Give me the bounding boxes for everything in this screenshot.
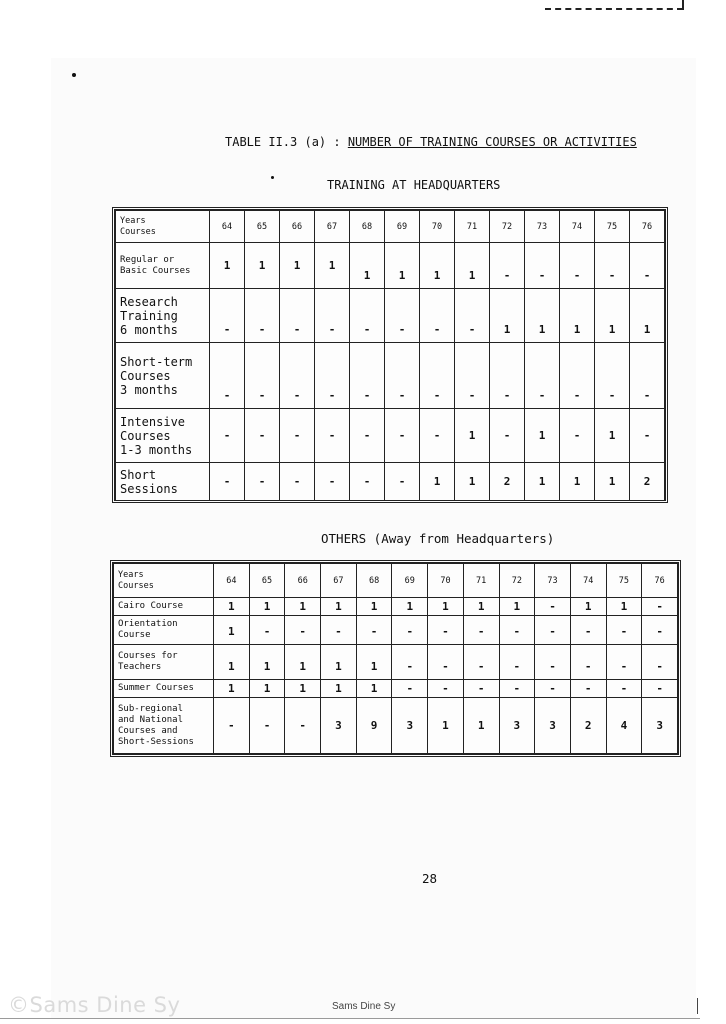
header-years-label: Years (118, 569, 144, 580)
row-label-line: Short (120, 467, 157, 482)
value-cell: 1 (490, 289, 525, 343)
row-label (114, 615, 214, 644)
row-label (114, 680, 214, 698)
value-cell: - (350, 343, 385, 409)
value-cell: - (490, 409, 525, 463)
row-label-line: Short-term (120, 354, 193, 369)
value-cell: 1 (499, 598, 535, 615)
table-row (116, 463, 665, 501)
footer-text: Sams Dine Sy (332, 1001, 396, 1012)
value-cell: 2 (570, 698, 606, 754)
year-header: 69 (385, 211, 420, 243)
value-cell: - (499, 615, 535, 644)
row-label-line: Sessions (120, 481, 178, 496)
year-header: 69 (392, 564, 428, 598)
value-cell: - (630, 343, 665, 409)
value-cell: - (463, 680, 499, 698)
value-cell: 4 (606, 698, 642, 754)
year-header: 70 (420, 211, 455, 243)
row-label-line: Courses (120, 428, 171, 443)
headquarters-training-table (112, 207, 668, 503)
value-cell: - (560, 243, 595, 289)
value-cell: - (463, 615, 499, 644)
row-label-line: and National (118, 714, 184, 725)
row-label-line: Short-Sessions (118, 736, 194, 747)
value-cell: - (463, 644, 499, 679)
value-cell: - (385, 409, 420, 463)
table-row (114, 698, 678, 754)
value-cell: - (535, 598, 571, 615)
row-label-line: Training (120, 308, 178, 323)
value-cell: - (560, 343, 595, 409)
value-cell: 1 (280, 243, 315, 289)
value-cell: - (535, 615, 571, 644)
value-cell: - (428, 644, 464, 679)
value-cell: 1 (356, 680, 392, 698)
scan-bottom-rule (0, 1018, 700, 1019)
value-cell: 1 (249, 644, 285, 679)
value-cell: 3 (321, 698, 357, 754)
row-label (116, 343, 210, 409)
value-cell: 1 (455, 463, 490, 501)
row-label (116, 409, 210, 463)
value-cell: - (210, 463, 245, 501)
row-label (116, 463, 210, 501)
value-cell: 1 (630, 289, 665, 343)
value-cell: - (420, 289, 455, 343)
section-title-headquarters: TRAINING AT HEADQUARTERS (327, 178, 501, 192)
year-header: 67 (315, 211, 350, 243)
value-cell: - (642, 644, 678, 679)
value-cell: - (210, 289, 245, 343)
value-cell: - (350, 289, 385, 343)
row-label (116, 243, 210, 289)
value-cell: 1 (356, 598, 392, 615)
value-cell: 3 (499, 698, 535, 754)
value-cell: - (428, 615, 464, 644)
value-cell: - (245, 343, 280, 409)
value-cell: - (535, 644, 571, 679)
year-header: 75 (595, 211, 630, 243)
value-cell: 1 (285, 680, 321, 698)
value-cell: 1 (245, 243, 280, 289)
value-cell: 9 (356, 698, 392, 754)
year-header: 73 (535, 564, 571, 598)
value-cell: - (455, 289, 490, 343)
value-cell: 1 (420, 463, 455, 501)
watermark: ©Sams Dine Sy (8, 993, 181, 1017)
value-cell: 1 (210, 243, 245, 289)
value-cell: - (280, 289, 315, 343)
value-cell: 3 (642, 698, 678, 754)
value-cell: - (490, 343, 525, 409)
value-cell: 2 (630, 463, 665, 501)
value-cell: 3 (392, 698, 428, 754)
value-cell: - (280, 463, 315, 501)
value-cell: 1 (321, 680, 357, 698)
value-cell: - (210, 343, 245, 409)
year-header: 64 (214, 564, 250, 598)
scan-edge-rule (545, 8, 683, 10)
row-label-line: Intensive (120, 414, 186, 429)
value-cell: - (630, 409, 665, 463)
scan-bottom-tick (697, 998, 698, 1014)
page-number: 28 (422, 871, 438, 886)
value-cell: - (315, 463, 350, 501)
value-cell: - (315, 289, 350, 343)
table-row (116, 409, 665, 463)
value-cell: 1 (595, 289, 630, 343)
year-header: 68 (350, 211, 385, 243)
table-row (116, 343, 665, 409)
year-header: 65 (245, 211, 280, 243)
value-cell: - (321, 615, 357, 644)
value-cell: - (392, 644, 428, 679)
value-cell: 1 (214, 680, 250, 698)
row-label-line: Course (118, 629, 151, 640)
row-label-line: Teachers (118, 662, 162, 672)
table-header-row (114, 564, 678, 598)
value-cell: - (245, 463, 280, 501)
year-header: 72 (499, 564, 535, 598)
table-row (114, 598, 678, 615)
value-cell: - (570, 615, 606, 644)
value-cell: - (315, 409, 350, 463)
value-cell: 1 (356, 644, 392, 679)
row-label-line: Courses (120, 368, 171, 383)
year-header: 74 (560, 211, 595, 243)
value-cell: - (385, 463, 420, 501)
row-label-line: Courses and (118, 725, 178, 736)
header-courses-label: Courses (118, 580, 154, 591)
value-cell: 1 (560, 289, 595, 343)
value-cell: - (490, 243, 525, 289)
year-header: 73 (525, 211, 560, 243)
row-label-line: Orientation (118, 618, 178, 629)
value-cell: - (570, 680, 606, 698)
year-header: 67 (321, 564, 357, 598)
years-courses-header (116, 211, 210, 243)
year-header: 70 (428, 564, 464, 598)
row-label-line: Regular or (120, 254, 175, 265)
value-cell: - (285, 615, 321, 644)
value-cell: 1 (428, 698, 464, 754)
scan-edge-tick (682, 0, 684, 10)
value-cell: - (642, 680, 678, 698)
value-cell: 1 (463, 698, 499, 754)
value-cell: 1 (321, 644, 357, 679)
value-cell: - (285, 698, 321, 754)
value-cell: - (642, 598, 678, 615)
scan-speck (72, 73, 76, 77)
value-cell: - (385, 343, 420, 409)
value-cell: 1 (570, 598, 606, 615)
value-cell: 1 (285, 598, 321, 615)
year-header: 74 (570, 564, 606, 598)
year-header: 76 (630, 211, 665, 243)
value-cell: 1 (315, 243, 350, 289)
value-cell: 1 (595, 409, 630, 463)
row-label-line: Summer Courses (118, 683, 194, 694)
year-header: 65 (249, 564, 285, 598)
value-cell: 1 (525, 289, 560, 343)
value-cell: 1 (428, 598, 464, 615)
value-cell: - (525, 343, 560, 409)
value-cell: 1 (321, 598, 357, 615)
year-header: 72 (490, 211, 525, 243)
value-cell: - (280, 409, 315, 463)
value-cell: - (560, 409, 595, 463)
value-cell: 1 (455, 243, 490, 289)
value-cell: 1 (214, 615, 250, 644)
value-cell: - (420, 343, 455, 409)
value-cell: 1 (463, 598, 499, 615)
row-label-line: 3 months (120, 382, 178, 397)
value-cell: 1 (214, 644, 250, 679)
row-label-line: Cairo Course (118, 600, 184, 611)
year-header: 71 (463, 564, 499, 598)
value-cell: - (499, 644, 535, 679)
section-title-others: OTHERS (Away from Headquarters) (321, 531, 555, 546)
table-row (114, 680, 678, 698)
year-header: 66 (285, 564, 321, 598)
year-header: 71 (455, 211, 490, 243)
value-cell: 1 (249, 680, 285, 698)
table-header-row (116, 211, 665, 243)
row-label (116, 289, 210, 343)
value-cell: - (350, 463, 385, 501)
value-cell: - (245, 409, 280, 463)
year-header: 68 (356, 564, 392, 598)
value-cell: - (214, 698, 250, 754)
year-header: 66 (280, 211, 315, 243)
value-cell: - (606, 644, 642, 679)
row-label (114, 644, 214, 679)
value-cell: 1 (525, 409, 560, 463)
value-cell: - (210, 409, 245, 463)
header-courses-label: Courses (120, 226, 156, 237)
value-cell: 1 (385, 243, 420, 289)
value-cell: - (535, 680, 571, 698)
value-cell: - (606, 680, 642, 698)
value-cell: 1 (420, 243, 455, 289)
value-cell: - (245, 289, 280, 343)
table-title (225, 135, 637, 149)
others-training-table (110, 560, 681, 757)
table-title-prefix: TABLE II.3 (a) : (225, 135, 348, 149)
value-cell: 1 (285, 644, 321, 679)
year-header: 75 (606, 564, 642, 598)
value-cell: - (455, 343, 490, 409)
value-cell: - (630, 243, 665, 289)
value-cell: 1 (606, 598, 642, 615)
value-cell: 1 (560, 463, 595, 501)
value-cell: - (350, 409, 385, 463)
value-cell: - (249, 698, 285, 754)
value-cell: - (428, 680, 464, 698)
table-row (116, 289, 665, 343)
value-cell: - (606, 615, 642, 644)
value-cell: 1 (214, 598, 250, 615)
value-cell: - (570, 644, 606, 679)
year-header: 64 (210, 211, 245, 243)
value-cell: - (392, 615, 428, 644)
row-label-line: Sub-regional (118, 703, 184, 714)
table-title-main: NUMBER OF TRAINING COURSES OR ACTIVITIES (347, 135, 637, 149)
table-row (116, 243, 665, 289)
value-cell: 1 (350, 243, 385, 289)
value-cell: 1 (455, 409, 490, 463)
value-cell: 1 (392, 598, 428, 615)
value-cell: - (525, 243, 560, 289)
value-cell: 1 (525, 463, 560, 501)
value-cell: - (499, 680, 535, 698)
scan-speck (271, 176, 274, 179)
value-cell: - (392, 680, 428, 698)
value-cell: - (280, 343, 315, 409)
value-cell: - (642, 615, 678, 644)
row-label (114, 598, 214, 615)
row-label-line: Basic Courses (120, 265, 191, 276)
row-label (114, 698, 214, 754)
value-cell: - (595, 243, 630, 289)
value-cell: - (595, 343, 630, 409)
years-courses-header (114, 564, 214, 598)
year-header: 76 (642, 564, 678, 598)
value-cell: 3 (535, 698, 571, 754)
value-cell: - (315, 343, 350, 409)
value-cell: 2 (490, 463, 525, 501)
row-label-line: 6 months (120, 322, 178, 337)
value-cell: 1 (249, 598, 285, 615)
table-row (114, 644, 678, 679)
value-cell: - (385, 289, 420, 343)
table-row (114, 615, 678, 644)
row-label-line: 1-3 months (120, 442, 193, 457)
row-label-line: Research (120, 294, 178, 309)
value-cell: - (249, 615, 285, 644)
row-label-line: Courses for (118, 651, 178, 661)
value-cell: - (356, 615, 392, 644)
value-cell: - (420, 409, 455, 463)
header-years-label: Years (120, 215, 146, 226)
value-cell: 1 (595, 463, 630, 501)
